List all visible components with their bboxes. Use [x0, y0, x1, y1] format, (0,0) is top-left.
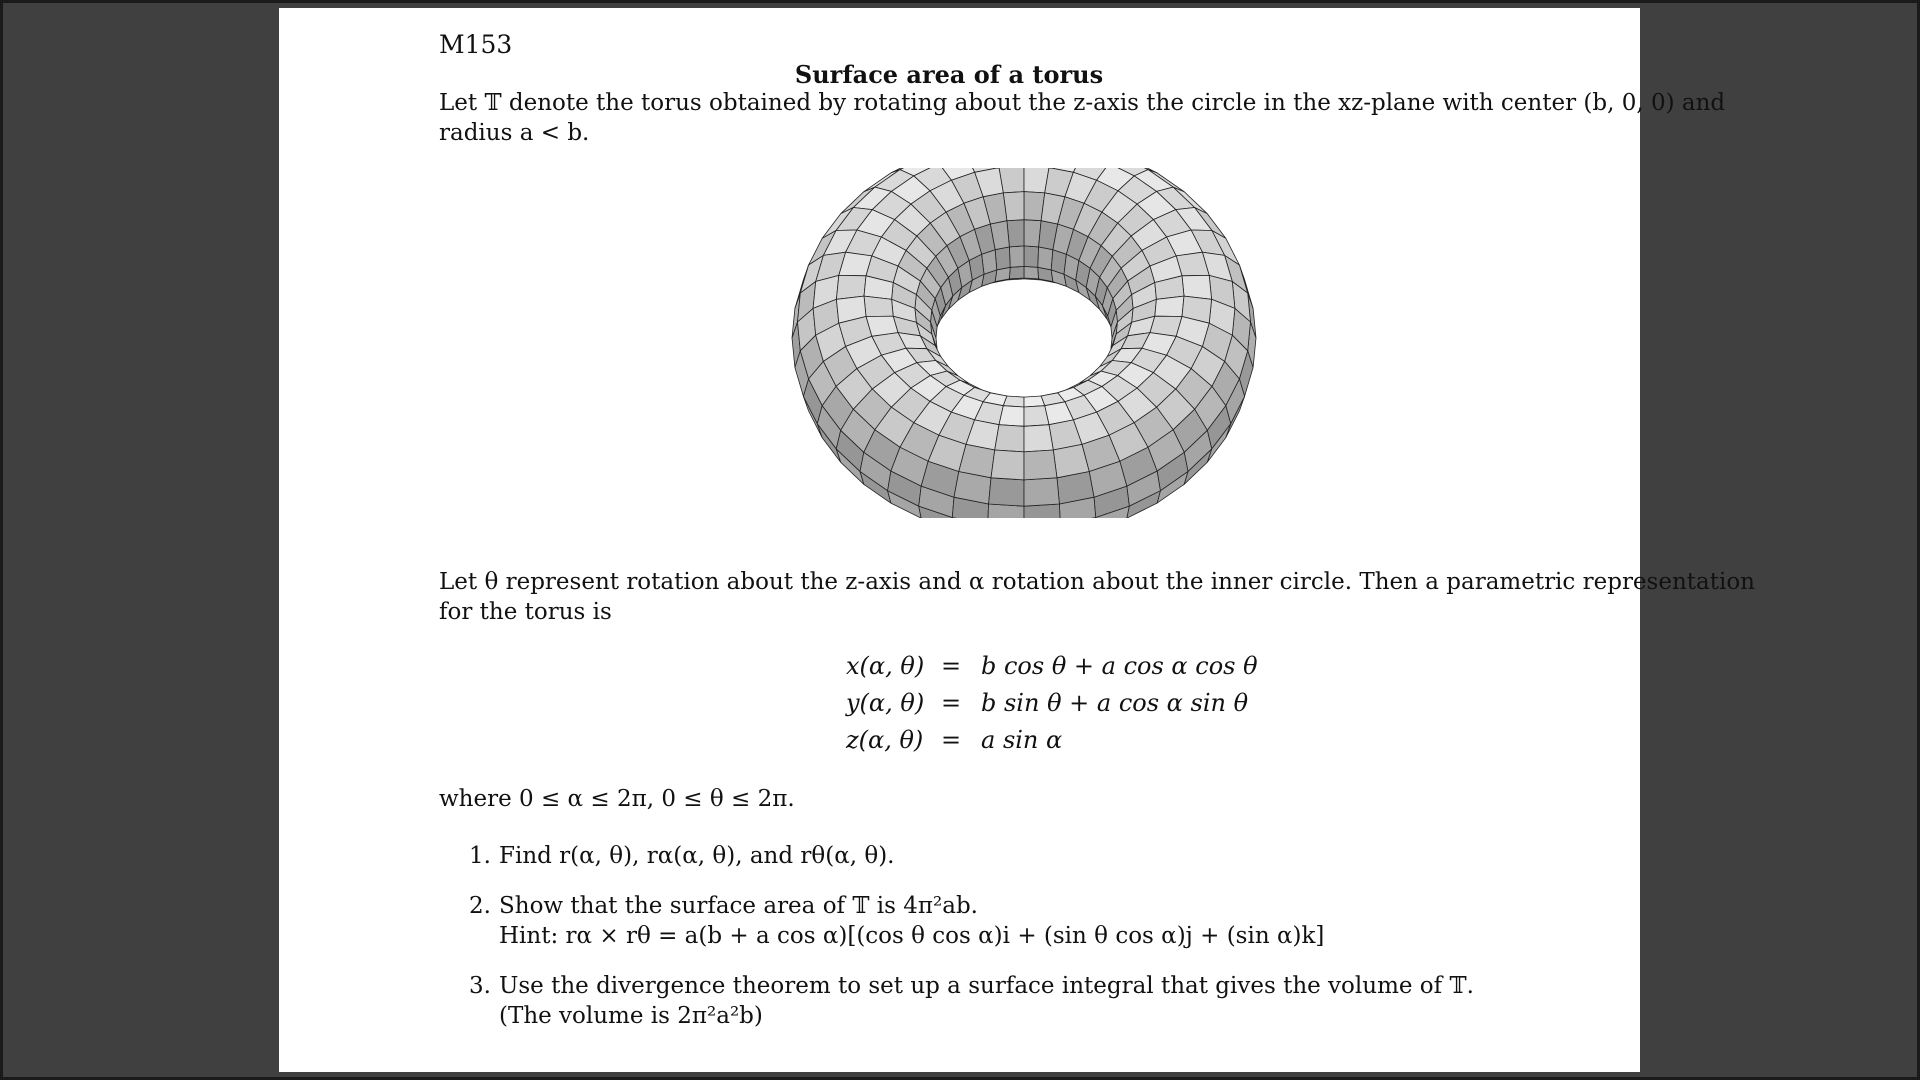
- problem-3-text: Use the divergence theorem to set up a surface integral that gives the volume of 𝕋.: [499, 973, 1474, 999]
- equation-x-rhs: b cos θ + a cos α cos θ: [981, 652, 1258, 680]
- torus-face: [1038, 247, 1053, 270]
- equation-y-op: =: [941, 689, 962, 717]
- torus-face: [1024, 220, 1041, 247]
- torus-face: [1024, 396, 1045, 407]
- intro-line-2: radius a < b.: [439, 120, 590, 146]
- parametric-intro-paragraph: [439, 567, 1755, 627]
- course-code: M153: [439, 30, 513, 59]
- torus-face: [1024, 450, 1057, 480]
- problem-2-text: Show that the surface area of 𝕋 is 4π²ab.: [499, 893, 978, 919]
- torus-face: [1024, 246, 1039, 267]
- torus-face: [1009, 246, 1024, 267]
- equation-y-lhs: y(α, θ): [846, 689, 925, 717]
- torus-face: [864, 296, 893, 316]
- problem-2: [469, 891, 978, 921]
- torus-face: [1024, 266, 1039, 279]
- window-left-border: [0, 0, 3, 1080]
- domain-statement: where 0 ≤ α ≤ 2π, 0 ≤ θ ≤ 2π.: [439, 786, 795, 812]
- torus-face: [1024, 478, 1059, 506]
- torus-face: [995, 247, 1010, 270]
- page-title: Surface area of a torus: [794, 60, 1104, 89]
- torus-face: [991, 450, 1024, 480]
- equation-z-op: =: [941, 726, 962, 754]
- torus-face: [1007, 220, 1024, 247]
- torus-face: [1024, 406, 1049, 427]
- torus-face: [1024, 425, 1053, 452]
- problem-1: [469, 841, 894, 871]
- problem-1-text: Find r(α, θ), rα(α, θ), and rθ(α, θ).: [499, 843, 895, 869]
- problem-2-hint: Hint: rα × rθ = a(b + a cos α)[(cos θ cos α)i + (sin θ cos α)j + (sin α)k]: [499, 923, 1325, 949]
- torus-face: [1155, 296, 1184, 316]
- problem-2-number: 2.: [469, 893, 491, 919]
- param-intro-line-1: Let θ represent rotation about the z-axis and α rotation about the inner circle. Then a parametric representation: [439, 569, 1755, 595]
- window-top-border: [0, 0, 1920, 3]
- torus-face: [995, 425, 1024, 452]
- equation-x-lhs: x(α, θ): [846, 652, 925, 680]
- torus-face: [836, 275, 866, 299]
- torus-face: [1009, 266, 1024, 279]
- equation-z-rhs: a sin α: [981, 726, 1063, 754]
- equation-x-op: =: [941, 652, 962, 680]
- problem-3-note: (The volume is 2π²a²b): [499, 1003, 763, 1029]
- problem-1-number: 1.: [469, 843, 491, 869]
- intro-line-1: Let 𝕋 denote the torus obtained by rotating about the z-axis the circle in the xz-plane with center (b, 0, 0) and: [439, 90, 1726, 116]
- torus-figure: [784, 168, 1264, 518]
- document-page: [279, 8, 1755, 1072]
- param-intro-line-2: for the torus is: [439, 599, 612, 625]
- equation-z-lhs: z(α, θ): [846, 726, 924, 754]
- torus-face: [989, 478, 1024, 506]
- problem-3-number: 3.: [469, 973, 491, 999]
- torus-face: [1182, 275, 1212, 299]
- equation-y-rhs: b sin θ + a cos α sin θ: [981, 689, 1249, 717]
- problem-3: [469, 971, 1474, 1001]
- intro-paragraph: [439, 88, 1726, 148]
- torus-face: [1003, 396, 1024, 407]
- torus-face: [999, 406, 1024, 427]
